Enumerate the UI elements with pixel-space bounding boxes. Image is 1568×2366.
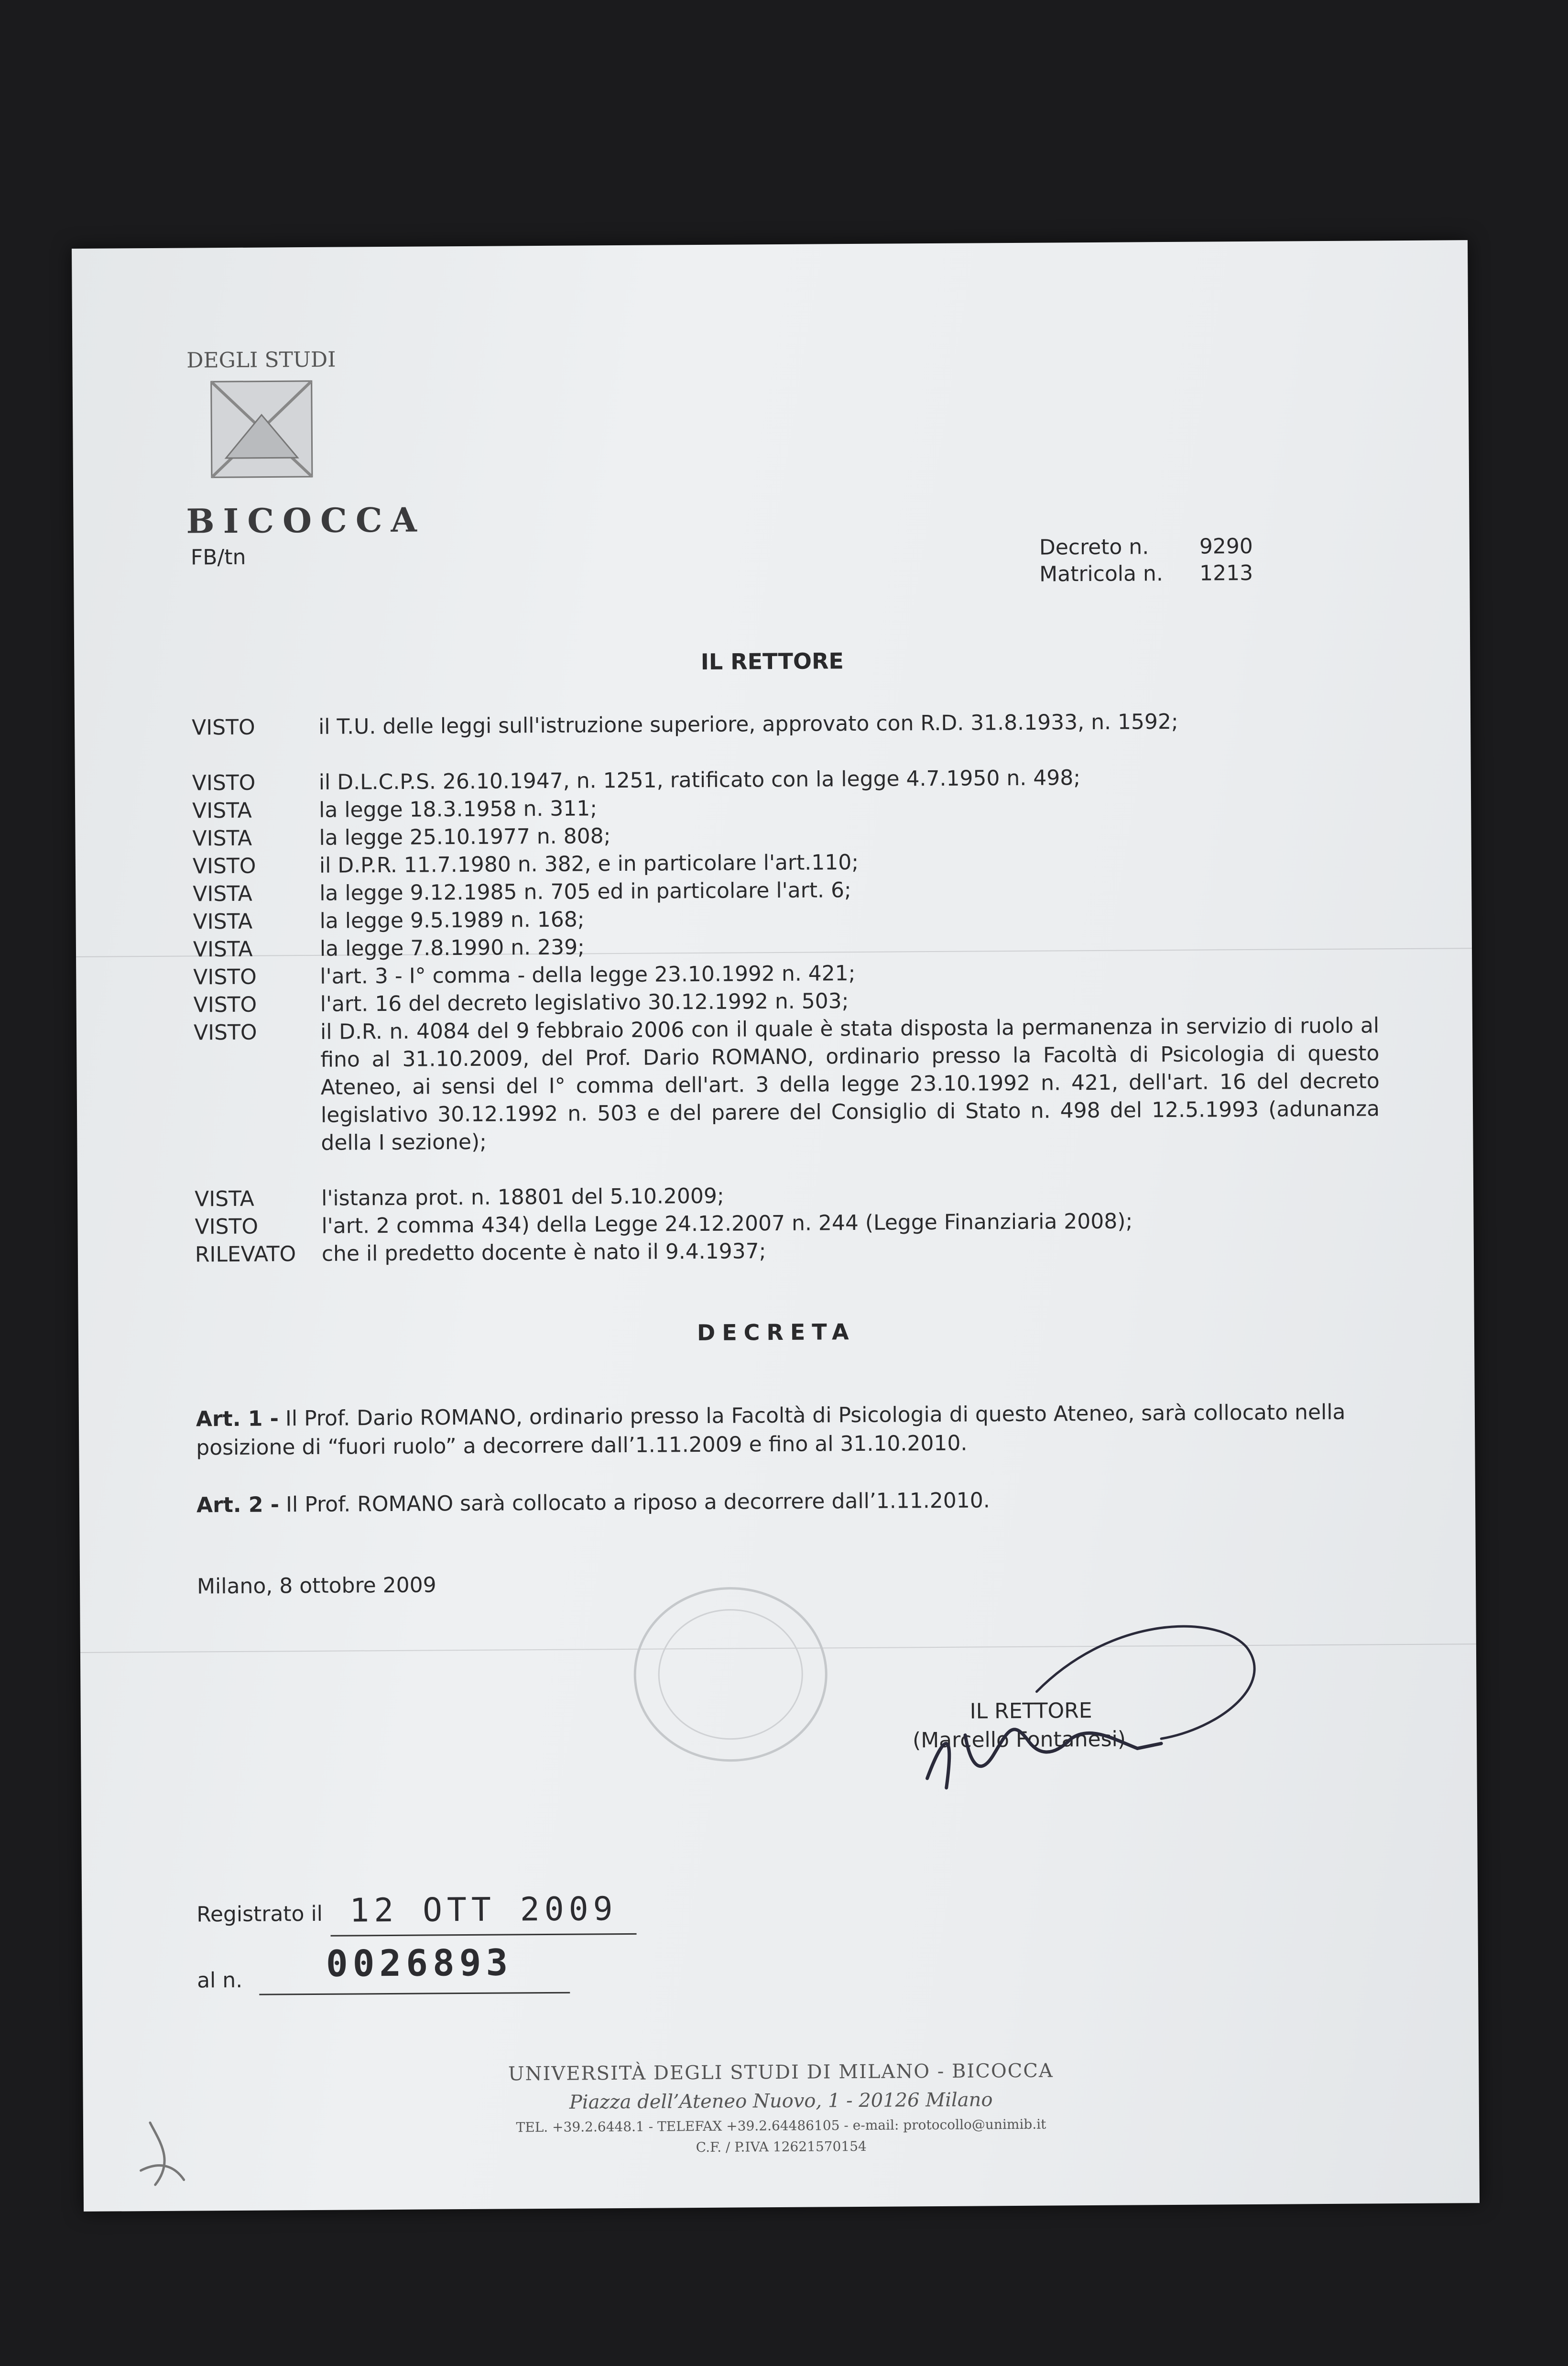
article-label: Art. 1 - — [196, 1406, 279, 1432]
footer-tax-id: C.F. / P.IVA 12621570154 — [696, 2138, 867, 2156]
premise-keyword: VISTA — [193, 909, 253, 934]
footer-address: Piazza dell’Ateneo Nuovo, 1 - 20126 Milano — [569, 2089, 993, 2114]
premise-text: il D.L.C.P.S. 26.10.1947, n. 1251, ratificato con la legge 4.7.1950 n. 498; — [318, 766, 1081, 795]
premise-keyword: VISTA — [193, 881, 252, 907]
premise-text: il D.R. n. 4084 del 9 febbraio 2006 con il quale è stata disposta la permanenza in servizio di ruolo al fino al 31.10.2009, del Prof. Dario ROMANO, ordinario presso la Facoltà di Psicologia di questo Ateneo, ai sensi del I° comma dell'art. 3 della legge 23.10.1992 n. 421, dell'art. 16 del decreto legislativo 30.12.1992 n. 503 e del parere del Consiglio di Stato n. 498 del 12.5.1993 (adunanza della I sezione); — [320, 1013, 1380, 1155]
premise-keyword: VISTA — [192, 798, 252, 823]
premise-text: la legge 18.3.1958 n. 311; — [319, 796, 598, 822]
premise-keyword: VISTA — [192, 826, 252, 851]
decree-number-label: Decreto n. — [1039, 535, 1149, 560]
protocol-reference: FB/tn — [190, 545, 246, 570]
official-seal — [625, 1578, 836, 1771]
place-date: Milano, 8 ottobre 2009 — [196, 1573, 436, 1599]
article-text: Il Prof. Dario ROMANO, ordinario presso la Facoltà di Psicologia di questo Ateneo, sarà collocato nella posizione di “fuori ruolo” a decorrere dall’1.11.2009 e fino al 31.10.2010. — [196, 1400, 1346, 1460]
premise-text: l'art. 2 comma 434) della Legge 24.12.2007 n. 244 (Legge Finanziaria 2008); — [321, 1209, 1133, 1238]
registration-number-label: al n. — [196, 1968, 243, 1993]
registration-number-stamp: 0026893 — [326, 1941, 513, 1985]
premise-text: la legge 9.5.1989 n. 168; — [319, 907, 585, 933]
registration-date-stamp: 12 OTT 2009 — [349, 1890, 618, 1930]
document-page — [72, 240, 1480, 2212]
premise-text: il T.U. delle leggi sull'istruzione superiore, approvato con R.D. 31.8.1933, n. 1592; — [318, 709, 1178, 739]
footer-university: UNIVERSITÀ DEGLI STUDI DI MILANO - BICOCCA — [508, 2059, 1054, 2085]
premise-keyword: VISTA — [193, 937, 253, 962]
premise-text: l'istanza prot. n. 18801 del 5.10.2009; — [321, 1183, 724, 1211]
decreta-heading: DECRETA — [697, 1319, 856, 1346]
handwritten-mark — [131, 2113, 198, 2194]
signature-title: IL RETTORE — [969, 1698, 1092, 1724]
premise-keyword: VISTO — [193, 1020, 257, 1045]
premise-row — [194, 1012, 1380, 1185]
matricola-number: 1213 — [1199, 560, 1253, 586]
premise-keyword: VISTA — [194, 1186, 254, 1212]
premise-keyword: VISTO — [193, 964, 257, 990]
article-2 — [196, 1484, 1382, 1520]
premise-text: il D.P.R. 11.7.1980 n. 382, e in particolare l'art.110; — [319, 850, 859, 878]
premise-keyword: VISTO — [192, 854, 256, 879]
footer-contacts: TEL. +39.2.6448.1 - TELEFAX +39.2.64486105 - e-mail: protocollo@unimib.it — [516, 2116, 1046, 2136]
svg-text:DEGLI STUDI: DEGLI STUDI — [186, 347, 336, 373]
signature-name: (Marcello Fontanesi) — [912, 1727, 1126, 1753]
premise-keyword: VISTO — [193, 992, 257, 1018]
premise-text: la legge 7.8.1990 n. 239; — [319, 935, 585, 961]
premise-text: che il predetto docente è nato il 9.4.1937; — [321, 1239, 766, 1266]
heading-rettore: IL RETTORE — [700, 648, 844, 675]
decree-number: 9290 — [1199, 534, 1253, 559]
article-label: Art. 2 - — [196, 1492, 280, 1518]
premise-text: la legge 9.12.1985 n. 705 ed in particolare l'art. 6; — [319, 878, 851, 906]
premise-text: l'art. 16 del decreto legislativo 30.12.1992 n. 503; — [320, 989, 849, 1017]
handwritten-signature — [912, 1595, 1286, 1798]
logo-wordmark: BICOCCA — [186, 500, 426, 541]
article-text: Il Prof. ROMANO sarà collocato a riposo a decorrere dall’1.11.2010. — [285, 1488, 990, 1517]
article-1 — [196, 1398, 1382, 1462]
registration-number-line — [259, 1992, 570, 1995]
premise-row — [192, 707, 1378, 769]
registration-date-label: Registrato il — [196, 1901, 323, 1927]
premise-keyword: RILEVATO — [195, 1242, 296, 1267]
premise-text: l'art. 3 - I° comma - della legge 23.10.1992 n. 421; — [320, 961, 856, 989]
premise-keyword: VISTO — [191, 715, 255, 740]
registration-date-line — [331, 1933, 637, 1937]
matricola-label: Matricola n. — [1039, 561, 1164, 587]
premise-keyword: VISTO — [195, 1214, 259, 1239]
premise-keyword: VISTO — [192, 770, 256, 796]
premise-text: la legge 25.10.1977 n. 808; — [319, 824, 611, 850]
